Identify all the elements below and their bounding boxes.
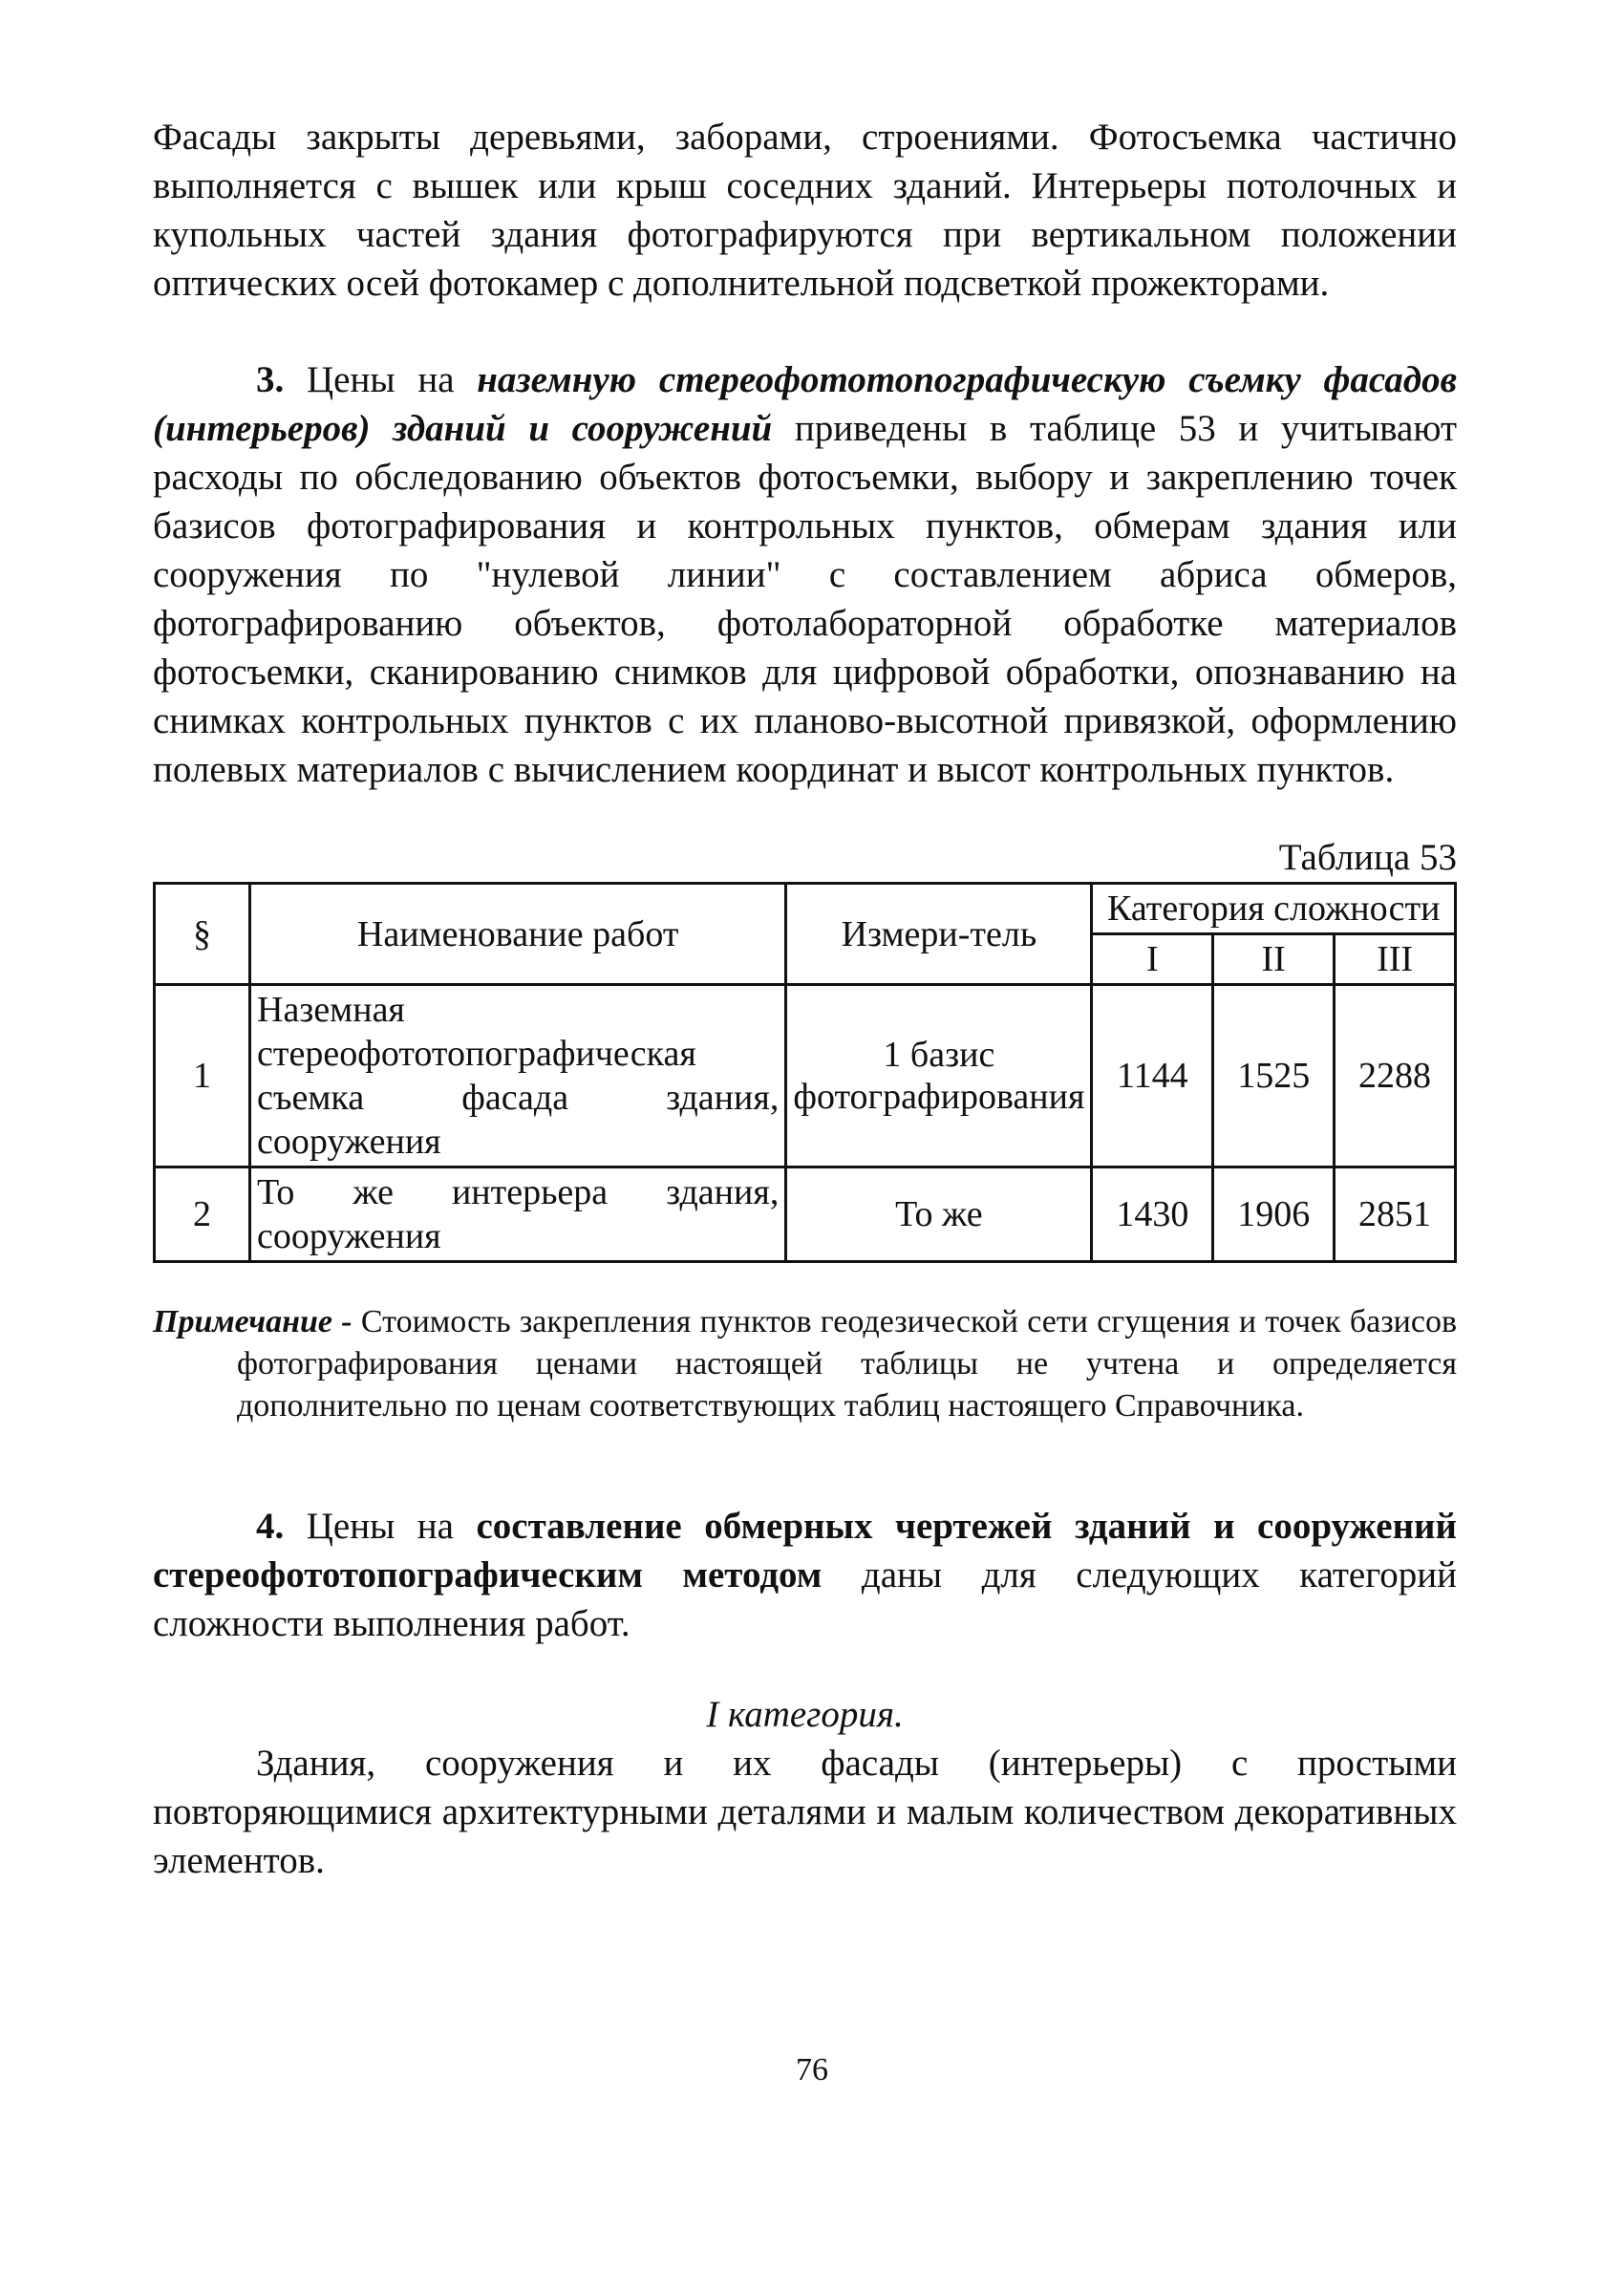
row-work-name: То же интерьера здания, сооружения bbox=[250, 1167, 786, 1262]
section-3-bold-text: наземную стереофототопографическую съемку фасадов (интерьеров) зданий и сооружений bbox=[153, 359, 1458, 449]
header-section-sign: § bbox=[155, 884, 250, 985]
paragraph-facades: Фасады закрыты деревьями, заборами, строениями. Фотосъемка частично выполняется с вышек или крыш соседних зданий. Интерьеры потолочных и купольных частей здания фотографируются при вертикальном положении оптических осей фотокамер с дополнительной подсветкой прожекторами. bbox=[153, 117, 1457, 304]
section-3-paragraph bbox=[153, 355, 1457, 794]
header-complexity-category: Категория сложности bbox=[1092, 884, 1456, 934]
section-3-rest: приведены в таблице 53 и учитывают расходы по обследованию объектов фотосъемки, выбору и закреплению точек базисов фотографирования и контрольных пунктов, обмерам здания или сооружения по "нулевой линии" с составлением абриса обмеров, фотографированию объектов, фотолабораторной обработке материалов фотосъемки, сканированию снимков для цифровой обработки, опознаванию на снимках контрольных пунктов с их планово-высотной привязкой, оформлению полевых материалов с вычислением координат и высот контрольных пунктов. bbox=[153, 408, 1457, 790]
page-number: 76 bbox=[796, 2052, 828, 2088]
table-caption: Таблица 53 bbox=[1278, 837, 1457, 878]
note-label: Примечание - bbox=[153, 1304, 353, 1339]
section-4-rest: даны для следующих категорий сложности выполнения работ. bbox=[153, 1554, 1457, 1644]
section-4-bold-text: составление обмерных чертежей зданий и сооружений стереофототопографическим методом bbox=[153, 1506, 1457, 1595]
row-price-cat-3: 2288 bbox=[1335, 985, 1456, 1167]
row-price-cat-2: 1525 bbox=[1213, 985, 1335, 1167]
row-price-cat-3: 2851 bbox=[1335, 1167, 1456, 1262]
row-price-cat-2: 1906 bbox=[1213, 1167, 1335, 1262]
table-note bbox=[153, 1301, 1457, 1427]
category-1-title: I категория. bbox=[706, 1694, 904, 1735]
section-3-number: 3. bbox=[256, 359, 285, 400]
section-4-pre: Цены на bbox=[284, 1506, 477, 1547]
header-cat-3: III bbox=[1335, 934, 1456, 985]
page-content bbox=[153, 113, 1457, 1885]
header-cat-2: II bbox=[1213, 934, 1335, 985]
section-3-pre: Цены на bbox=[284, 359, 478, 400]
note-text: Стоимость закрепления пунктов геодезической сети сгущения и точек базисов фотографирования ценами настоящей таблицы не учтена и определяется дополнительно по ценам соответствующих таблиц настоящего Справочника. bbox=[237, 1304, 1457, 1424]
row-number: 1 bbox=[155, 985, 250, 1167]
section-4-number: 4. bbox=[256, 1506, 285, 1547]
section-4-paragraph bbox=[153, 1502, 1457, 1648]
header-cat-1: I bbox=[1092, 934, 1213, 985]
row-unit: То же bbox=[786, 1167, 1092, 1262]
header-work-name: Наименование работ bbox=[250, 884, 786, 985]
price-table bbox=[153, 882, 1457, 1263]
header-unit: Измери-тель bbox=[786, 884, 1092, 985]
row-number: 2 bbox=[155, 1167, 250, 1262]
table-row bbox=[155, 985, 1456, 1167]
category-1-description: Здания, сооружения и их фасады (интерьеры) с простыми повторяющимися архитектурными деталями и малым количеством декоративных элементов. bbox=[153, 1743, 1457, 1881]
table-row bbox=[155, 1167, 1456, 1262]
table-header-row bbox=[155, 884, 1456, 934]
row-price-cat-1: 1144 bbox=[1092, 985, 1213, 1167]
row-price-cat-1: 1430 bbox=[1092, 1167, 1213, 1262]
row-work-name: Наземная стереофототопографическая съемка фасада здания, сооружения bbox=[250, 985, 786, 1167]
row-unit: 1 базис фотографирования bbox=[786, 985, 1092, 1167]
